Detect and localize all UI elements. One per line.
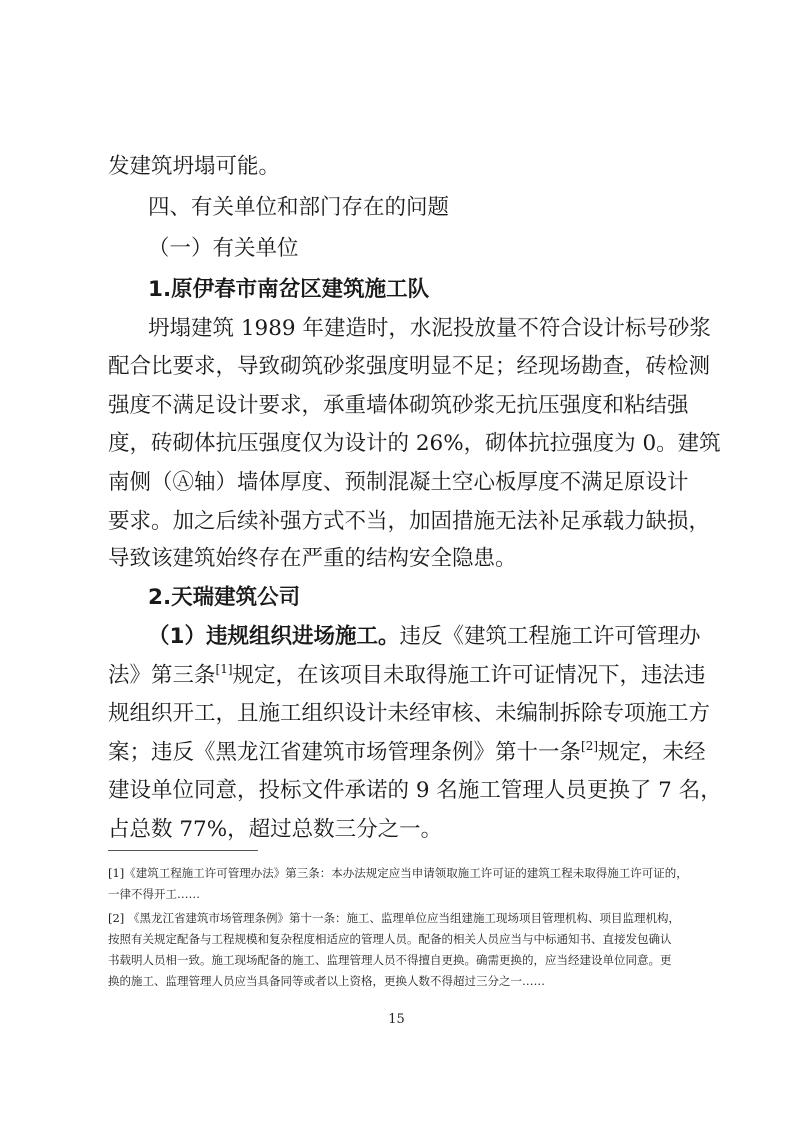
paragraph-2-line — [108, 734, 706, 772]
footnote-1-text: 《建筑工程施工许可管理办法》第三条：本办法规定应当申请领取施工许可证的建筑工程未取得施工许可证的， — [124, 866, 688, 880]
paragraph-2-line — [148, 618, 701, 656]
paragraph-2-line: 占总数 77%，超过总数三分之一。 — [108, 817, 443, 842]
footnote-1-line — [108, 862, 693, 884]
footnote-2-line: 按照有关规定配备与工程规模和复杂程度相适应的管理人员。配备的相关人员应当与中标通知书、直接发包确认 — [108, 932, 672, 946]
paragraph-1-line: 配合比要求，导致砌筑砂浆强度明显不足；经现场勘查，砖检测 — [108, 354, 711, 379]
footnote-ref-2[interactable]: [2] — [581, 739, 599, 753]
paragraph-2-text: 规定，未经 — [598, 740, 706, 765]
footnote-1-marker: [1] — [108, 866, 125, 880]
paragraph-2-text: 案；违反《黑龙江省建筑市场管理条例》第十一条 — [108, 740, 582, 765]
footnote-2-line: 换的施工、监理管理人员应当具备同等或者以上资格，更换人数不得超过三分之一…… — [108, 974, 545, 988]
paragraph-2-line — [108, 657, 706, 695]
body-text-line: 发建筑坍塌可能。 — [108, 154, 281, 179]
paragraph-1-line: 导致该建筑始终存在严重的结构安全隐患。 — [108, 546, 517, 571]
paragraph-2-line: 建设单位同意，投标文件承诺的 9 名施工管理人员更换了 7 名， — [108, 778, 722, 803]
paragraph-1-line: 度，砖砌体抗压强度仅为设计的 26%，砌体抗拉强度为 0。建筑 — [108, 431, 721, 456]
footnote-2-line — [108, 907, 693, 929]
heading-construction-team: 1.原伊春市南岔区建筑施工队 — [148, 277, 430, 302]
paragraph-2-text: 违反《建筑工程施工许可管理办 — [399, 624, 701, 649]
paragraph-1-line: 坍塌建筑 1989 年建造时，水泥投放量不符合设计标号砂浆 — [148, 316, 711, 341]
footnote-1-line: 一律不得开工…… — [108, 887, 200, 901]
footnote-divider — [108, 850, 258, 851]
paragraph-2-text: 规定，在该项目未取得施工许可证情况下，违法违 — [232, 663, 706, 688]
paragraph-1-line: 南侧（Ⓐ轴）墙体厚度、预制混凝土空心板厚度不满足原设计 — [108, 470, 689, 495]
paragraph-1-line: 强度不满足设计要求，承重墙体砌筑砂浆无抗压强度和粘结强 — [108, 393, 689, 418]
page-number: 15 — [388, 1012, 405, 1027]
paragraph-2-line: 规组织开工，且施工组织设计未经审核、未编制拆除专项施工方 — [108, 701, 711, 726]
heading-tianrui-company: 2.天瑞建筑公司 — [148, 585, 301, 610]
footnote-2-marker: [2] — [108, 911, 125, 925]
subsection-heading-units: （一）有关单位 — [148, 236, 299, 261]
footnote-2-text: 《黑龙江省建筑市场管理条例》第十一条：施工、监理单位应当组建施工现场项目管理机构、项目监理机构， — [127, 911, 680, 925]
paragraph-2-lead: （1）违规组织进场施工。 — [148, 624, 400, 649]
paragraph-1-line: 要求。加之后续补强方式不当，加固措施无法补足承载力缺损， — [108, 509, 711, 534]
paragraph-2-text: 法》第三条 — [108, 663, 216, 688]
section-heading-4: 四、有关单位和部门存在的问题 — [148, 195, 450, 220]
footnote-2-line: 书载明人员相一致。施工现场配备的施工、监理管理人员不得擅自更换。确需更换的，应当经建设单位同意。更 — [108, 953, 672, 967]
footnote-ref-1[interactable]: [1] — [215, 662, 233, 676]
